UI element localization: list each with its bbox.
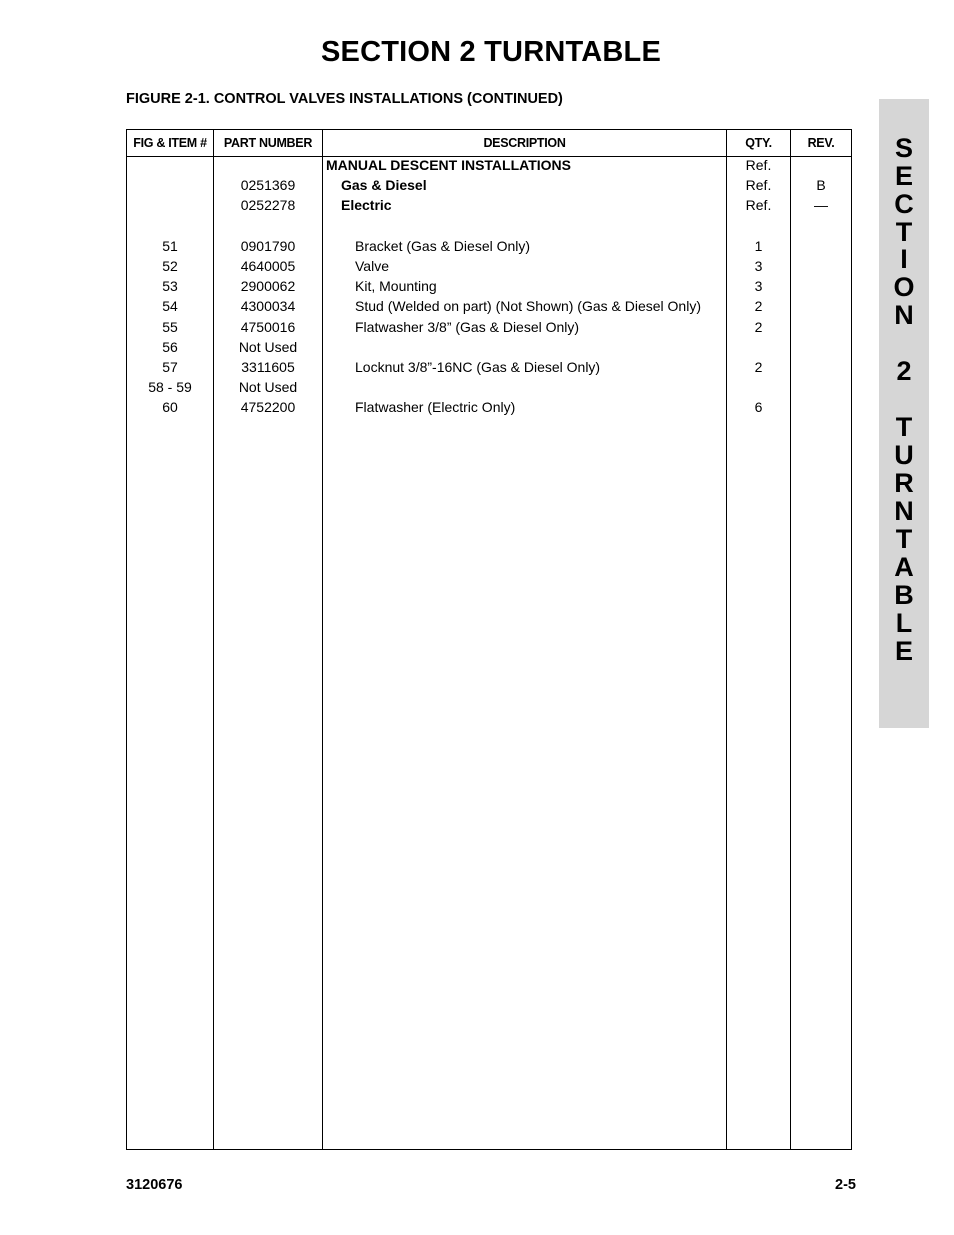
tab-letter: B xyxy=(894,580,914,610)
tab-letter: R xyxy=(894,468,914,498)
table-row xyxy=(127,195,851,215)
column-header-description: DESCRIPTION xyxy=(483,136,566,150)
item-number: 52 xyxy=(162,258,178,274)
description: Gas & Diesel xyxy=(341,177,427,194)
revision xyxy=(791,337,851,357)
tab-letter: N xyxy=(894,496,914,526)
part-number: 4300034 xyxy=(240,298,296,315)
description xyxy=(323,337,755,357)
table-row xyxy=(127,175,851,195)
tab-letter: A xyxy=(894,552,914,582)
page-title: SECTION 2 TURNTABLE xyxy=(321,36,661,68)
table-row xyxy=(127,397,851,417)
revision xyxy=(791,397,851,417)
part-number: 0251369 xyxy=(240,177,296,194)
tab-letter: O xyxy=(893,272,915,302)
part-number: 4752200 xyxy=(240,399,296,416)
part-number xyxy=(214,155,322,175)
item-number: 54 xyxy=(162,298,178,315)
description: Flatwasher (Electric Only) xyxy=(355,399,516,416)
document-number: 3120676 xyxy=(126,1177,183,1193)
part-number: 4750016 xyxy=(240,318,296,335)
part-number xyxy=(214,216,322,236)
description: Bracket (Gas & Diesel Only) xyxy=(355,237,531,254)
part-number: Not Used xyxy=(238,379,298,396)
part-number: 0252278 xyxy=(240,197,296,214)
figure-title: FIGURE 2-1. CONTROL VALVES INSTALLATIONS (CONTINUED) xyxy=(126,91,563,107)
description: MANUAL DESCENT INSTALLATIONS xyxy=(326,157,571,173)
revision: B xyxy=(816,177,826,194)
quantity xyxy=(727,337,790,357)
tab-letter: C xyxy=(894,189,914,219)
table-row xyxy=(127,377,851,397)
revision xyxy=(791,296,851,316)
quantity: 3 xyxy=(754,258,763,274)
tab-letter: T xyxy=(895,217,913,247)
quantity xyxy=(727,377,790,397)
page-number: 2-5 xyxy=(835,1177,856,1193)
quantity: 2 xyxy=(754,298,763,315)
tab-letter: N xyxy=(894,300,914,330)
description: Locknut 3/8”-16NC (Gas & Diesel Only) xyxy=(355,359,601,375)
quantity: 2 xyxy=(754,359,763,375)
column-header-item: FIG & ITEM # xyxy=(133,136,207,150)
item-number: 55 xyxy=(162,318,178,335)
revision xyxy=(791,256,851,276)
table-row xyxy=(127,216,851,236)
part-number: 4640005 xyxy=(240,258,296,274)
description xyxy=(323,377,755,397)
quantity: 1 xyxy=(754,237,763,254)
description: Electric xyxy=(341,197,392,214)
quantity: Ref. xyxy=(745,197,772,214)
quantity: Ref. xyxy=(745,177,772,194)
item-number xyxy=(127,155,213,175)
section-tab xyxy=(879,99,929,728)
tab-letter: E xyxy=(894,161,913,191)
part-number: 2900062 xyxy=(240,278,296,295)
description: Flatwasher 3/8” (Gas & Diesel Only) xyxy=(355,318,580,335)
quantity: Ref. xyxy=(745,157,772,173)
quantity: 2 xyxy=(754,318,763,335)
item-number: 53 xyxy=(162,278,178,295)
item-number xyxy=(127,195,213,215)
part-number: 0901790 xyxy=(240,237,296,254)
tab-letter: U xyxy=(894,440,914,470)
item-number: 56 xyxy=(162,338,178,355)
parts-table xyxy=(126,129,852,1150)
part-number: Not Used xyxy=(238,338,298,355)
item-number xyxy=(127,175,213,195)
table-row xyxy=(127,296,851,316)
revision xyxy=(791,236,851,256)
revision xyxy=(791,276,851,296)
revision xyxy=(791,377,851,397)
part-number: 3311605 xyxy=(241,359,295,375)
table-row xyxy=(127,256,851,276)
quantity: 3 xyxy=(754,278,763,295)
description: Stud (Welded on part) (Not Shown) (Gas & Diesel Only) xyxy=(355,298,701,315)
column-header-rev: REV. xyxy=(807,136,835,150)
revision: — xyxy=(814,197,828,214)
column-header-qty: QTY. xyxy=(745,136,772,150)
tab-letter: E xyxy=(894,636,913,666)
tab-letter: S xyxy=(894,133,913,163)
table-row xyxy=(127,155,851,175)
table-row xyxy=(127,337,851,357)
item-number: 60 xyxy=(162,399,178,416)
revision xyxy=(791,357,851,377)
column-header-part-number: PART NUMBER xyxy=(223,136,313,150)
table-row xyxy=(127,236,851,256)
description xyxy=(323,216,755,236)
tab-letter: T xyxy=(895,524,913,554)
item-number: 51 xyxy=(162,237,178,254)
description: Kit, Mounting xyxy=(355,278,437,295)
tab-letter: I xyxy=(900,244,908,274)
item-number xyxy=(127,216,213,236)
item-number: 57 xyxy=(162,359,178,375)
quantity: 6 xyxy=(754,399,763,416)
revision xyxy=(791,155,851,175)
table-row xyxy=(127,276,851,296)
table-row xyxy=(127,357,851,377)
table-row xyxy=(127,317,851,337)
tab-letter: 2 xyxy=(896,356,912,386)
tab-letter: T xyxy=(895,412,913,442)
revision xyxy=(791,216,851,236)
description: Valve xyxy=(355,258,389,274)
item-number: 58 - 59 xyxy=(148,379,192,396)
tab-letter: L xyxy=(895,608,913,638)
quantity xyxy=(727,216,790,236)
revision xyxy=(791,317,851,337)
